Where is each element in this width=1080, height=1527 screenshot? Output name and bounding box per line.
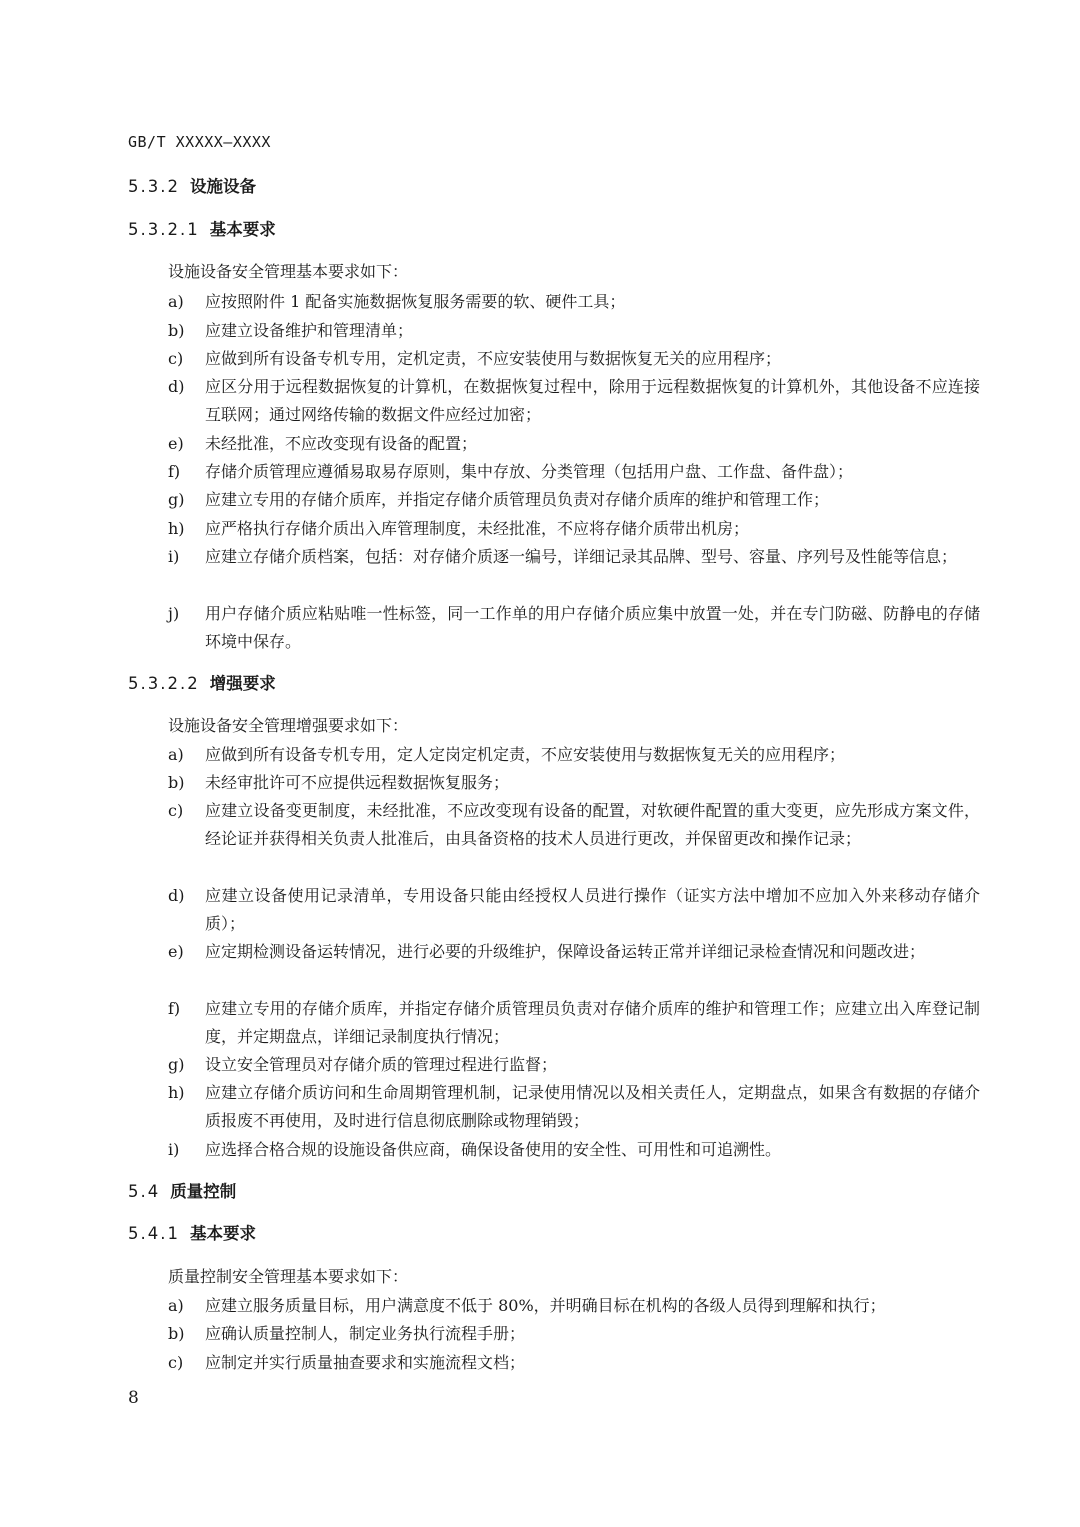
heading-5-4-1 [128, 1222, 256, 1246]
list-item-text: 未经批准，不应改变现有设备的配置； [205, 434, 478, 453]
list-item [168, 543, 980, 571]
list-marker: e) [168, 942, 184, 961]
list-item-text: 用户存储介质应粘贴唯一性标签，同一工作单的用户存储介质应集中放置一处，并在专门防磁、防静电的存储环境中保存。 [205, 604, 980, 651]
list-marker: c) [168, 349, 184, 368]
list-item-text: 应建立存储介质档案，包括：对存储介质逐一编号，详细记录其品牌、型号、容量、序列号及性能等信息； [205, 547, 958, 566]
list-item [168, 1292, 980, 1320]
list-item-text: 存储介质管理应遵循易取易存原则，集中存放、分类管理（包括用户盘、工作盘、备件盘）； [205, 462, 854, 481]
intro-5-4-1: 质量控制安全管理基本要求如下： [168, 1267, 409, 1286]
list-item-text: 应严格执行存储介质出入库管理制度，未经批准，不应将存储介质带出机房； [205, 519, 750, 538]
list-marker: c) [168, 1353, 184, 1372]
heading-number: 5.4 [128, 1182, 161, 1201]
heading-number: 5.3.2 [128, 177, 180, 196]
list-marker: d) [168, 886, 185, 905]
list-marker: a) [168, 292, 184, 311]
list-item-text: 应确认质量控制人，制定业务执行流程手册； [205, 1324, 526, 1343]
list-item-text: 应做到所有设备专机专用，定机定责，不应安装使用与数据恢复无关的应用程序； [205, 349, 782, 368]
list-item-text: 未经审批许可不应提供远程数据恢复服务； [205, 773, 510, 792]
list-item [168, 938, 980, 966]
list-item [168, 1349, 980, 1377]
list-marker: d) [168, 377, 185, 396]
list-marker: f) [168, 999, 181, 1018]
list-item-text: 应建立专用的存储介质库，并指定存储介质管理员负责对存储介质库的维护和管理工作；应建立出入库登记制度，并定期盘点，详细记录制度执行情况； [205, 999, 980, 1046]
list-marker: a) [168, 745, 184, 764]
heading-title: 增强要求 [209, 674, 276, 693]
list-item [168, 317, 980, 345]
list-item [168, 288, 980, 316]
list-item-text: 应建立专用的存储介质库，并指定存储介质管理员负责对存储介质库的维护和管理工作； [205, 490, 830, 509]
heading-title: 质量控制 [170, 1182, 237, 1201]
heading-title: 基本要求 [189, 1224, 256, 1243]
heading-title: 基本要求 [209, 220, 276, 239]
list-item [168, 373, 980, 428]
heading-5-3-2-1 [128, 218, 276, 242]
list-marker: b) [168, 1324, 185, 1343]
list-item [168, 1136, 980, 1164]
list-item [168, 882, 980, 937]
list-item-text: 应建立服务质量目标，用户满意度不低于 80%，并明确目标在机构的各级人员得到理解和执行； [205, 1296, 886, 1315]
list-item [168, 486, 980, 514]
list-item [168, 458, 980, 486]
list-marker: b) [168, 773, 185, 792]
list-item [168, 1320, 980, 1348]
list-item-text: 应建立设备使用记录清单，专用设备只能由经授权人员进行操作（证实方法中增加不应加入外来移动存储介质）； [205, 886, 980, 933]
intro-5-3-2-1: 设施设备安全管理基本要求如下： [168, 262, 409, 281]
heading-number: 5.4.1 [128, 1224, 180, 1243]
list-item-text: 应选择合格合规的设施设备供应商，确保设备使用的安全性、可用性和可追溯性。 [205, 1140, 782, 1159]
list-marker: c) [168, 801, 184, 820]
list-item-text: 应定期检测设备运转情况，进行必要的升级维护，保障设备运转正常并详细记录检查情况和问题改进； [205, 942, 926, 961]
list-marker: i) [168, 1140, 180, 1159]
list-marker: j) [168, 604, 180, 623]
list-item-text: 应建立存储介质访问和生命周期管理机制，记录使用情况以及相关责任人，定期盘点，如果含有数据的存储介质报废不再使用，及时进行信息彻底删除或物理销毁； [205, 1083, 980, 1130]
list-marker: g) [168, 490, 185, 509]
list-item-text: 应制定并实行质量抽查要求和实施流程文档； [205, 1353, 526, 1372]
list-item [168, 1051, 980, 1079]
heading-5-3-2-2 [128, 672, 276, 696]
list-item [168, 345, 980, 373]
standard-code: GB/T XXXXX—XXXX [128, 133, 271, 151]
list-marker: g) [168, 1055, 185, 1074]
heading-number: 5.3.2.1 [128, 220, 200, 239]
list-item-text: 应建立设备变更制度，未经批准，不应改变现有设备的配置，对软硬件配置的重大变更，应先形成方案文件，经论证并获得相关负责人批准后，由具备资格的技术人员进行更改，并保留更改和操作记录； [205, 801, 980, 848]
list-item [168, 430, 980, 458]
list-item [168, 797, 980, 852]
list-item [168, 1079, 980, 1134]
page-number: 8 [128, 1388, 139, 1408]
list-marker: b) [168, 321, 185, 340]
intro-5-3-2-2: 设施设备安全管理增强要求如下： [168, 716, 409, 735]
list-item-text: 应按照附件 1 配备实施数据恢复服务需要的软、硬件工具； [205, 292, 626, 311]
list-item [168, 515, 980, 543]
list-item-text: 应做到所有设备专机专用，定人定岗定机定责，不应安装使用与数据恢复无关的应用程序； [205, 745, 846, 764]
list-marker: a) [168, 1296, 184, 1315]
list-marker: h) [168, 1083, 185, 1102]
heading-5-4 [128, 1180, 236, 1204]
list-item-text: 设立安全管理员对存储介质的管理过程进行监督； [205, 1055, 558, 1074]
list-marker: i) [168, 547, 180, 566]
list-item [168, 769, 980, 797]
list-marker: e) [168, 434, 184, 453]
list-item [168, 600, 980, 655]
list-marker: h) [168, 519, 185, 538]
list-item-text: 应建立设备维护和管理清单； [205, 321, 414, 340]
heading-5-3-2 [128, 175, 256, 199]
heading-number: 5.3.2.2 [128, 674, 200, 693]
heading-title: 设施设备 [189, 177, 256, 196]
list-marker: f) [168, 462, 181, 481]
list-item-text: 应区分用于远程数据恢复的计算机，在数据恢复过程中，除用于远程数据恢复的计算机外，其他设备不应连接互联网；通过网络传输的数据文件应经过加密； [205, 377, 980, 424]
list-item [168, 741, 980, 769]
list-item [168, 995, 980, 1050]
